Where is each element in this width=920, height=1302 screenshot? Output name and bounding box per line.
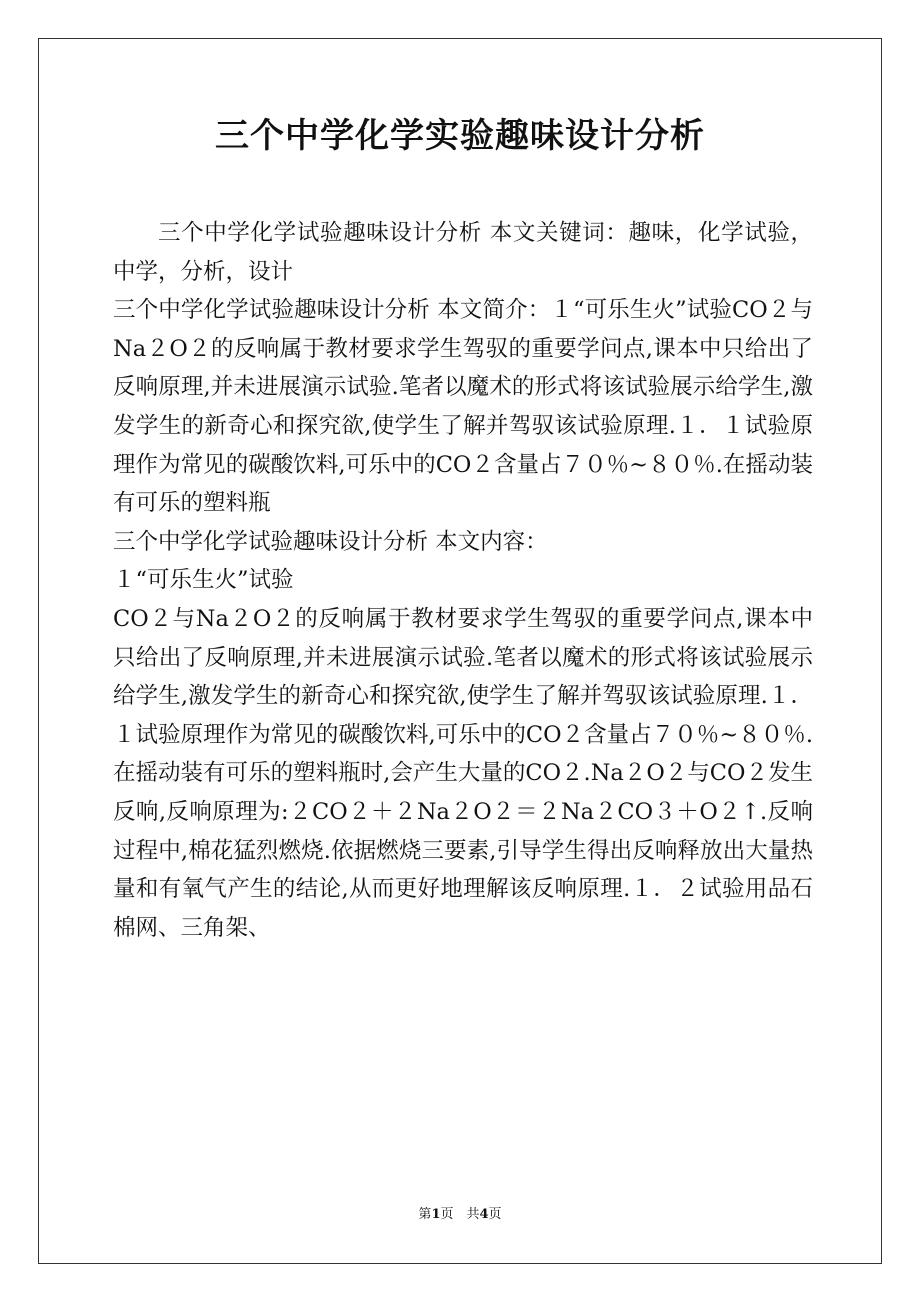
document-body xyxy=(113,214,813,947)
page-number-mid: 页 共 xyxy=(440,1207,480,1222)
page-number-suffix: 页 xyxy=(488,1207,502,1222)
page-number-prefix: 第 xyxy=(418,1207,432,1222)
document-title: 三个中学化学实验趣味设计分析 xyxy=(215,116,705,156)
body-paragraph: CO２与Na２O２的反响属于教材要求学生驾驭的重要学问点,课本中只给出了反响原理,并未进展演示试验.笔者以魔术的形式将该试验展示给学生,激发学生的新奇心和探究欲,使学生了解并驾驭该试验原理.１．１试验原理作为常见的碳酸饮料,可乐中的CO２含量占７０％~８０％.在摇动装有可乐的塑料瓶时,会产生大量的CO２.Na２O２与CO２发生反响,反响原理为:２CO２＋２Na２O２＝２Na２CO３＋O２↑.反响过程中,棉花猛烈燃烧.依据燃烧三要素,引导学生得出反响释放出大量热量和有氧气产生的结论,从而更好地理解该反响原理.１．２试验用品石棉网、三角架、 xyxy=(113,605,813,941)
summary-paragraph: 三个中学化学试验趣味设计分析 本文简介：１“可乐生火”试验CO２与Na２O２的反响属于教材要求学生驾驭的重要学问点,课本中只给出了反响原理,并未进展演示试验.笔者以魔术的形式将该试验展示给学生,激发学生的新奇心和探究欲,使学生了解并驾驭该试验原理.１．１试验原理作为常见的碳酸饮料,可乐中的CO２含量占７０％~８０％.在摇动装有可乐的塑料瓶 xyxy=(113,297,813,517)
content-heading-paragraph: 三个中学化学试验趣味设计分析 本文内容： xyxy=(113,528,548,555)
current-page-number: 1 xyxy=(431,1207,441,1222)
page-footer xyxy=(0,1205,920,1225)
section-heading: １“可乐生火”试验 xyxy=(113,567,294,594)
keywords-paragraph: 三个中学化学试验趣味设计分析 本文关键词：趣味，化学试验，中学，分析，设计 xyxy=(113,220,813,285)
total-page-number: 4 xyxy=(479,1207,489,1222)
